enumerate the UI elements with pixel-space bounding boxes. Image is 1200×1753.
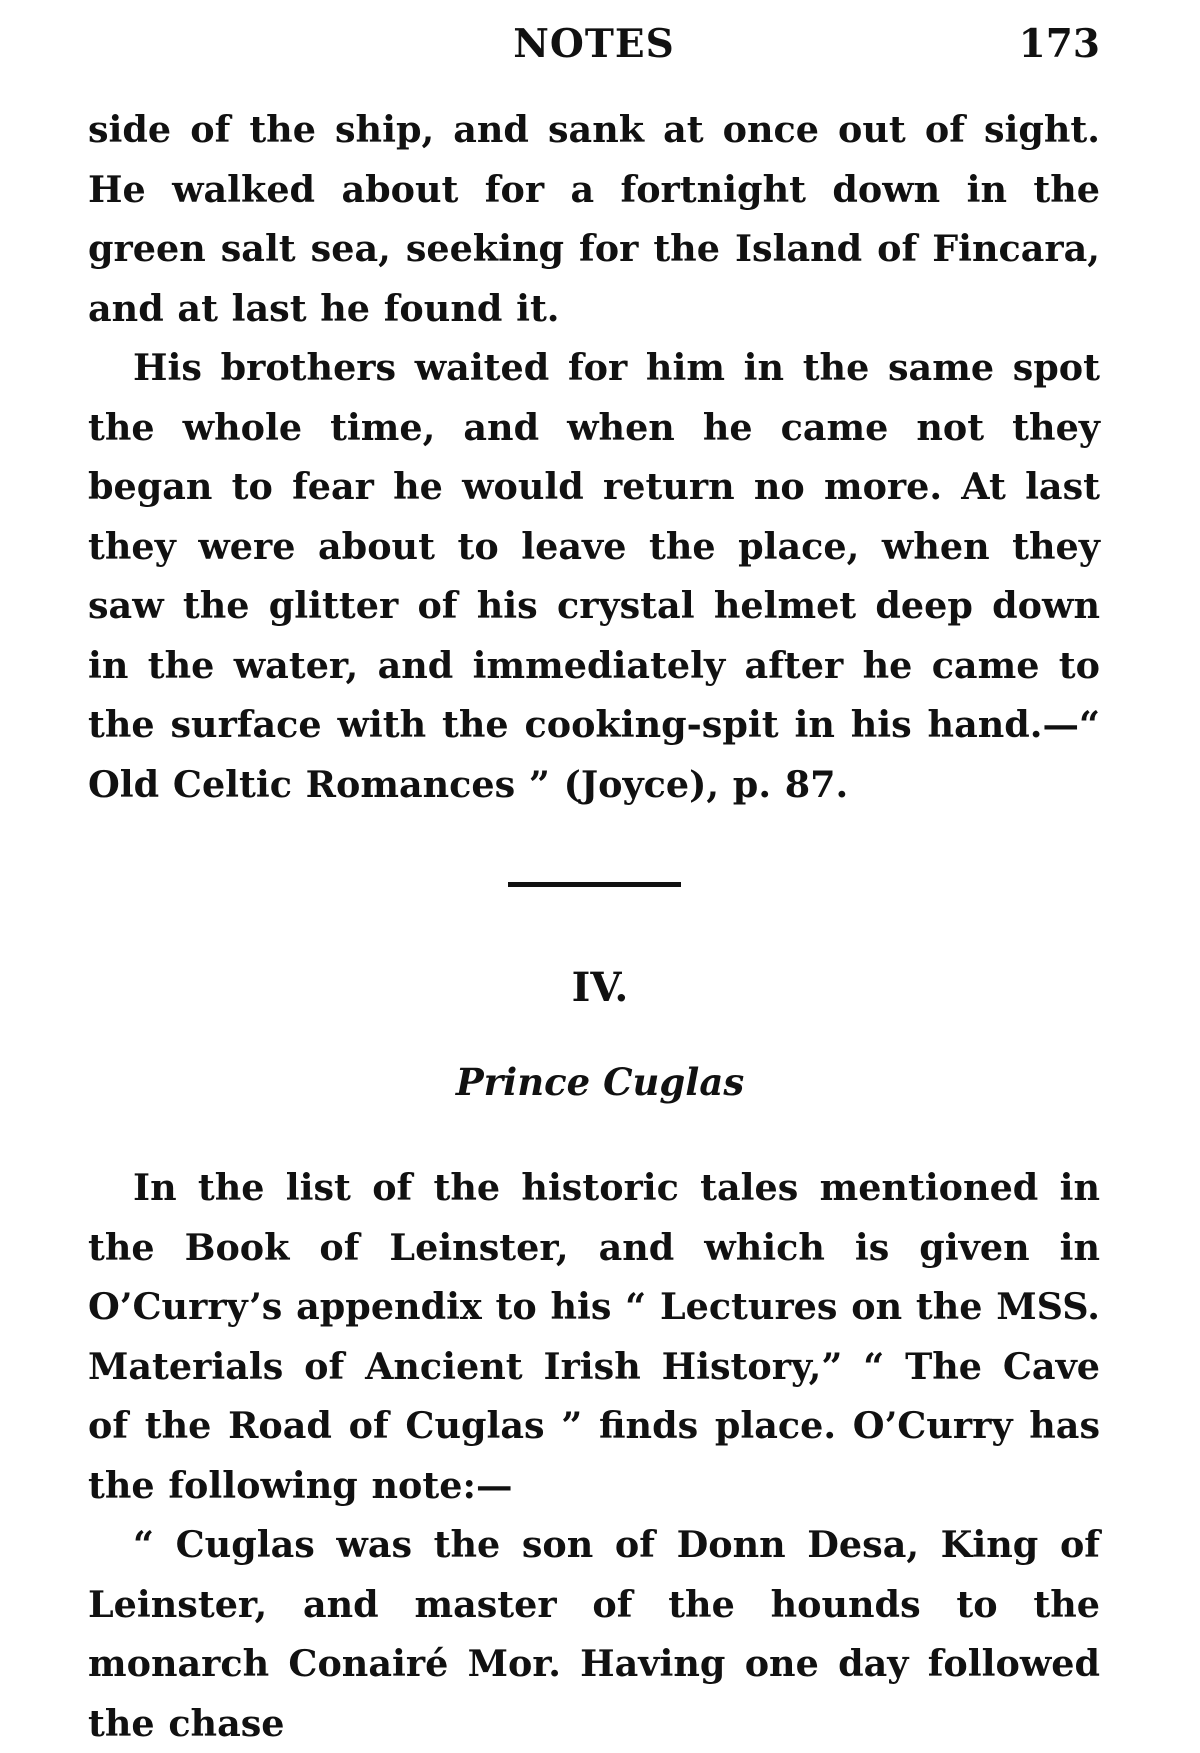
notes-continuation: [88, 100, 1100, 814]
paragraph: “ Cuglas was the son of Donn Desa, King of Leinster, and master of the hounds to the monarch Conairé Mor. Having one day followed the chase: [88, 1523, 1100, 1745]
page-number: 173: [1018, 21, 1100, 67]
paragraph: His brothers waited for him in the same spot the whole time, and when he came not they began to fear he would return no more. At last they were about to leave the place, when they saw the glitter of his crystal helmet deep down in the water, and immediately after he came to the surface with the cooking-spit in his hand.—“ Old Celtic Romances ” (Joyce), p. 87.: [88, 346, 1100, 806]
paragraph: side of the ship, and sank at once out of sight. He walked about for a fortnight down in the green salt sea, seeking for the Island of Fincara, and at last he found it.: [88, 108, 1100, 330]
section-title: Prince Cuglas: [455, 1060, 745, 1104]
paragraph: In the list of the historic tales mentioned in the Book of Leinster, and which is given in O’Curry’s appendix to his “ Lectures on the MSS. Materials of Ancient Irish History,” “ The Cave of the Road of Cuglas ” finds place. O’Curry has the following note:—: [88, 1166, 1100, 1507]
section-body: [88, 1158, 1100, 1753]
section-divider-rule: [508, 882, 681, 887]
running-head: [88, 14, 1100, 74]
running-title: NOTES: [513, 21, 675, 67]
section-numeral: IV.: [571, 964, 629, 1011]
